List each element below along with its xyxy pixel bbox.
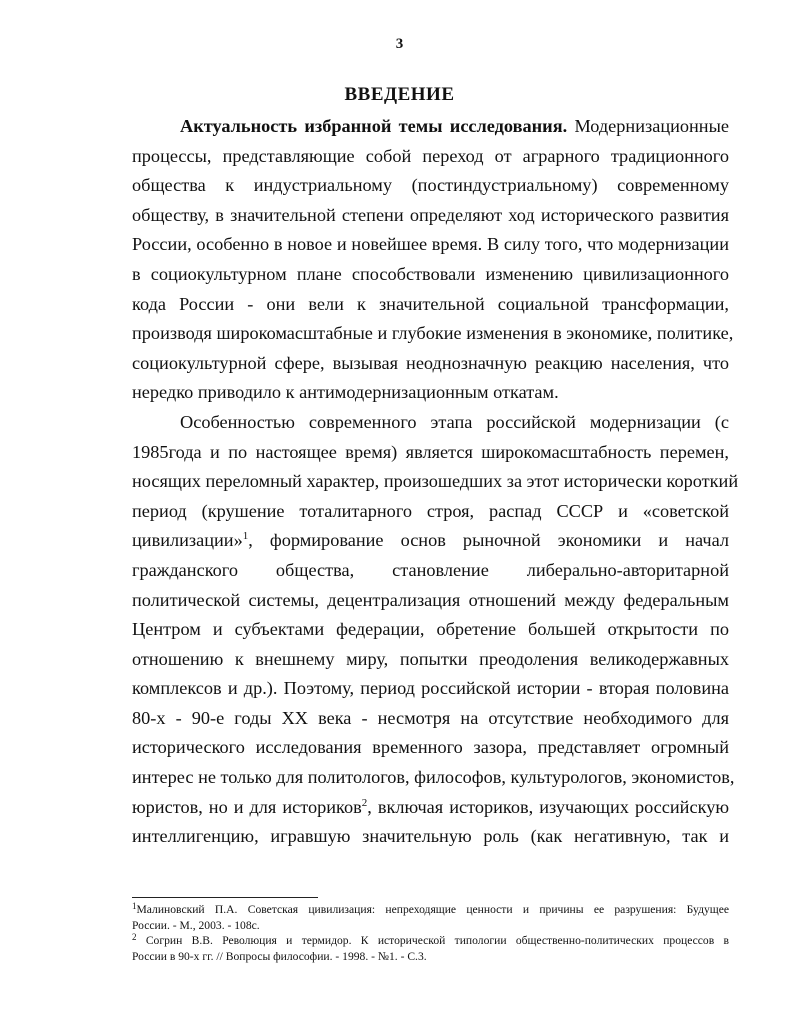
section-heading: ВВЕДЕНИЕ xyxy=(344,84,455,105)
footnote-2-line-1 xyxy=(132,933,729,949)
body-text xyxy=(132,112,739,852)
paragraph-2-line-4: период (крушение тоталитарного строя, распад СССР и «советской xyxy=(132,500,729,521)
footnote-number-1: 1 xyxy=(132,901,137,911)
paragraph-1-line-3: общества к индустриальному (постиндустриальному) современному xyxy=(132,175,729,196)
paragraph-1-line-4: обществу, в значительной степени определяют ход исторического развития xyxy=(132,204,729,225)
footnote-number-2: 2 xyxy=(132,932,137,942)
footnote-ref-1: 1 xyxy=(242,530,249,543)
paragraph-lead-bold: Актуальность избранной темы исследования. xyxy=(180,116,568,136)
paragraph-1-line-5: России, особенно в новое и новейшее время. В силу того, что модернизации xyxy=(132,234,729,255)
paragraph-1-line-9: социокультурной сфере, вызывая неоднозначную реакцию населения, что xyxy=(132,352,729,373)
paragraph-1-line-6: в социокультурном плане способствовали изменению цивилизационного xyxy=(132,263,729,284)
footnote-1-line-1 xyxy=(132,902,729,918)
paragraph-1-line-7: кода России - они вели к значительной социальной трансформации, xyxy=(132,293,729,314)
footnote-text: Согрин В.В. Революция и термидор. К исторической типологии общественно-политических процессов в xyxy=(136,934,729,947)
paragraph-2-line-3: носящих переломный характер, произошедших за этот исторически короткий xyxy=(132,471,739,492)
paragraph-2-line-14 xyxy=(132,793,729,823)
paragraph-2-line-9: отношению к внешнему миру, попытки преодоления великодержавных xyxy=(132,648,729,669)
paragraph-2-line-7: политической системы, децентрализация отношений между федеральным xyxy=(132,589,729,610)
paragraph-2-line-6: гражданского общества, становление либерально-авторитарной xyxy=(132,559,729,580)
paragraph-2-line-13: интерес не только для политологов, философов, культурологов, экономистов, xyxy=(132,767,735,788)
text-fragment: , включая историков, изучающих российскую xyxy=(367,796,730,817)
text-fragment: , формирование основ рыночной экономики и начал xyxy=(248,530,729,551)
paragraph-1-line-1 xyxy=(132,112,729,142)
text-fragment: юристов, но и для историков xyxy=(132,796,362,817)
paragraph-2-line-12: исторического исследования временного зазора, представляет огромный xyxy=(132,737,729,758)
paragraph-2-line-1: Особенностью современного этапа российской модернизации (с xyxy=(180,411,729,432)
text-fragment: Модернизационные xyxy=(567,116,729,136)
paragraph-2-line-10: комплексов и др.). Поэтому, период российской истории - вторая половина xyxy=(132,678,729,699)
footnote-1-line-2: России. - М., 2003. - 108с. xyxy=(132,918,260,932)
page-number: 3 xyxy=(395,36,404,52)
footnote-2-line-2: России в 90-х гг. // Вопросы философии. - 1998. - №1. - С.3. xyxy=(132,949,427,963)
paragraph-2-line-2: 1985года и по настоящее время) является широкомасштабность перемен, xyxy=(132,441,729,462)
paragraph-2-line-8: Центром и субъектами федерации, обретение большей открытости по xyxy=(132,619,729,640)
text-fragment: цивилизации» xyxy=(132,530,243,551)
paragraph-1-line-8: производя широкомасштабные и глубокие изменения в экономике, политике, xyxy=(132,323,734,344)
paragraph-1-line-2: процессы, представляющие собой переход от аграрного традиционного xyxy=(132,145,729,166)
footnote-ref-2: 2 xyxy=(361,796,368,809)
paragraph-2-line-5 xyxy=(132,526,729,556)
paragraph-2-line-15: интеллигенцию, игравшую значительную роль (как негативную, так и xyxy=(132,826,729,847)
footnote-divider xyxy=(132,897,318,898)
paragraph-1-line-10: нередко приводило к антимодернизационным откатам. xyxy=(132,382,559,403)
paragraph-2-line-11: 80-х - 90-е годы ХХ века - несмотря на отсутствие необходимого для xyxy=(132,707,729,728)
footnotes xyxy=(132,902,729,964)
footnote-text: Малиновский П.А. Советская цивилизация: непреходящие ценности и причины ее разрушения: Будущее xyxy=(136,903,729,916)
